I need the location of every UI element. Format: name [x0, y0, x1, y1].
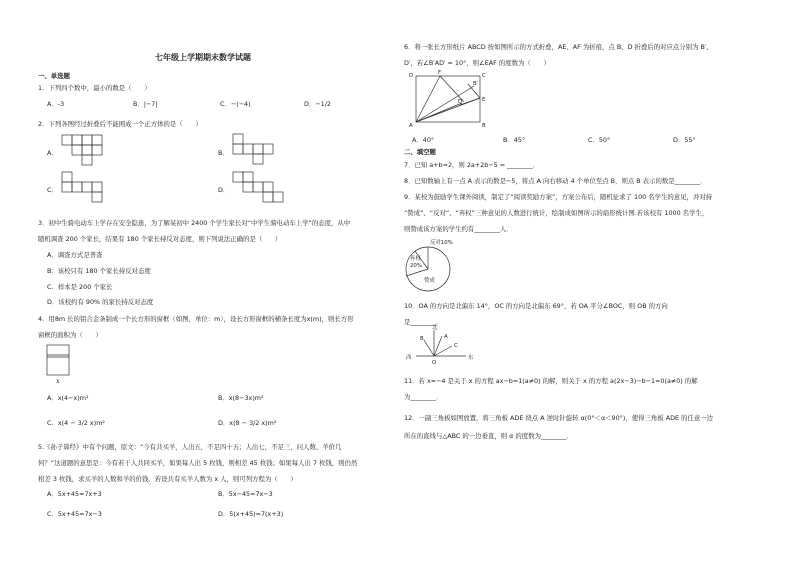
q4-figure-label-x: x — [56, 377, 60, 385]
q11-line-1: 11．若 x=−4 是关于 x 的方程 ax−b=1(a≠0) 的解，则关于 x 的方程 a(2x−3)−b−1=0(a≠0) 的解 — [404, 377, 698, 385]
q6-label-b-prime: B′ — [473, 81, 478, 87]
q10-label-west: 西 — [406, 355, 412, 361]
q1-option-d: D．−1/2 — [304, 100, 331, 108]
q2-net-c — [62, 172, 124, 208]
q10-label-north: 北 — [432, 325, 438, 331]
q10-label-a: A — [444, 334, 448, 340]
q10-label-b: B — [420, 336, 424, 342]
q9-pie-divider-abstain — [406, 269, 428, 276]
q4-window-frame-figure — [47, 345, 73, 385]
q6-label-a: A — [409, 123, 413, 129]
page-title: 七年级上学期期末数学试题 — [155, 53, 251, 62]
q1-option-b: B．|−7| — [133, 100, 158, 108]
q2-net-d — [233, 172, 295, 208]
q10-direction-figure — [406, 325, 490, 366]
q6-line-2: D′，若∠B′AD′ = 10°，则∠EAF 的度数为（ ） — [404, 59, 550, 67]
q4-line-1: 4．用8m 长的铝合金条制成一个长方形的窗框（如图，单位：m），设长方形窗框的横条长度为x(m)，则长方形 — [38, 315, 354, 323]
q5-option-d: D．5(x+45)=7(x+3) — [218, 510, 284, 518]
q6-option-b: B．45° — [503, 136, 526, 144]
q6-label-f: F — [438, 70, 442, 76]
q6-label-b: B — [482, 123, 486, 129]
q11-line-2: 为________． — [404, 393, 443, 401]
q10-line-2: 是________． — [404, 318, 443, 326]
q4-option-a: A．x(4−x)m² — [47, 394, 89, 402]
q6-option-d: D．55° — [673, 136, 696, 144]
q9-pie-label-oppose: 反对10% — [430, 240, 453, 246]
q1-stem: 1．下列四个数中，最小的数是（ ） — [38, 84, 151, 92]
section-heading-fill-in: 二、填空题 — [404, 148, 436, 156]
q5-line-3: 相差 3 枚钱，求买羊的人数和羊的价钱．若设共有买羊人数为 x 人，则可列方程为（ ） — [38, 475, 297, 483]
q7-stem: 7．已知 a+b=2，则 2a+2b−5 = ________． — [404, 161, 540, 169]
q9-line-1: 9．某校为鼓励学生课外阅读，制定了“阅读奖励方案”，方案公布后，随机征求了 100 名学生的意见，并对持 — [404, 193, 713, 201]
q12-line-1: 12．一副三角板如图放置，将三角板 ADE 绕点 A 逆时针旋转 α(0°＜α＜90°)，使得三角板 ADE 的任意一边 — [404, 414, 714, 422]
q2-stem: 2．下列各图经过折叠后不能围成一个正方体的是（ ） — [38, 120, 202, 128]
q8-stem: 8．已知数轴上有一点 A 表示的数是−5，将点 A 向右移动 4 个单位至点 B，则点 B 表示的数是________． — [404, 177, 707, 185]
q1-option-a: A．-3 — [47, 100, 65, 108]
q4-option-b: B．x(8−3x)m² — [218, 394, 264, 402]
q6-option-a: A．40° — [412, 136, 435, 144]
q9-line-3: 则赞成该方案的学生约有________人． — [404, 225, 513, 233]
q9-pie-label-abstain: 弃权 — [410, 256, 421, 262]
q12-line-2: 所在的直线与△ABC 的一边垂直，则 α 的度数为________． — [404, 432, 573, 440]
q9-pie-chart — [404, 238, 462, 294]
q6-label-c: C — [482, 73, 486, 79]
q2-option-c: C． — [47, 186, 58, 194]
q5-line-1: 5.《孙子算经》中有个问题，原文：“今有共买羊，人出五，不足四十五；人出七，不足三，问人数、羊价几 — [38, 443, 342, 451]
q6-label-d: D — [409, 73, 414, 79]
q4-line-2: 窗框的面积为（ ） — [38, 331, 102, 339]
q5-option-a: A．5x+45=7x+3 — [47, 490, 102, 498]
q6-folding-figure — [409, 70, 498, 130]
q9-pie-label-agree: 赞成 — [424, 278, 435, 284]
q3-option-a: A．调查方式是普查 — [47, 251, 103, 259]
q10-line-1: 10．OA 的方向是北偏东 14°，OC 的方向是北偏东 69°，若 OA 平分∠BOC，则 OB 的方向 — [404, 302, 668, 310]
q10-label-east: 东 — [468, 355, 474, 361]
q6-label-e: E — [482, 97, 486, 103]
q2-net-b — [233, 134, 295, 170]
q9-line-2: “赞成”、“反对”、“弃权”三种意见的人数进行统计，绘制成如图所示的扇形统计图.若该校有 1000 名学生， — [404, 209, 709, 217]
q3-option-b: B．该校只有 180 个家长持反对态度 — [47, 267, 151, 275]
q2-option-b: B． — [218, 149, 229, 157]
q5-line-2: 何？”这道题的意思是：今有若干人共同买羊，如果每人出 5 枚钱，则相差 45 枚钱；如果每人出 7 枚钱，则仍然 — [38, 459, 358, 467]
q10-label-c: C — [454, 343, 458, 349]
q4-option-c: C．x(4 − 3/2 x)m² — [47, 419, 105, 427]
q2-option-d: D． — [218, 186, 230, 194]
q5-option-c: C．5x+45=7x−3 — [47, 510, 102, 518]
q2-net-a — [62, 135, 124, 171]
q10-label-o: O — [432, 360, 437, 366]
q4-option-d: D．x(8 − 3/2 x)m² — [218, 419, 277, 427]
q3-option-c: C．样本是 200 个家长 — [47, 283, 113, 291]
q6-label-d-prime: D′ — [458, 99, 464, 105]
q1-option-c: C．−(−4) — [220, 100, 251, 108]
q3-line-2: 随机调查 200 个家长，结果有 180 个家长持反对态度，则下列说法正确的是（ ） — [38, 235, 282, 243]
section-heading-single-choice: 一、单选题 — [38, 72, 70, 80]
q2-option-a: A． — [47, 149, 58, 157]
q3-option-d: D．该校约有 90% 的家长持反对态度 — [47, 298, 154, 306]
q3-line-1: 3．初中生骑电动车上学存在安全隐患，为了解某初中 2400 个学生家长对“中学生骑电动车上学”的态度，从中 — [38, 219, 351, 227]
q5-option-b: B．5x−45=7x−3 — [218, 490, 273, 498]
q6-line-1: 6．将一张长方形纸片 ABCD 按如图所示的方式折叠，AE、AF 为折痕，点 B、D 折叠后的对应点分别为 B′、 — [404, 43, 713, 51]
q6-option-c: C．50° — [588, 136, 611, 144]
q9-pie-label-abstain-pct: 20% — [410, 263, 422, 269]
